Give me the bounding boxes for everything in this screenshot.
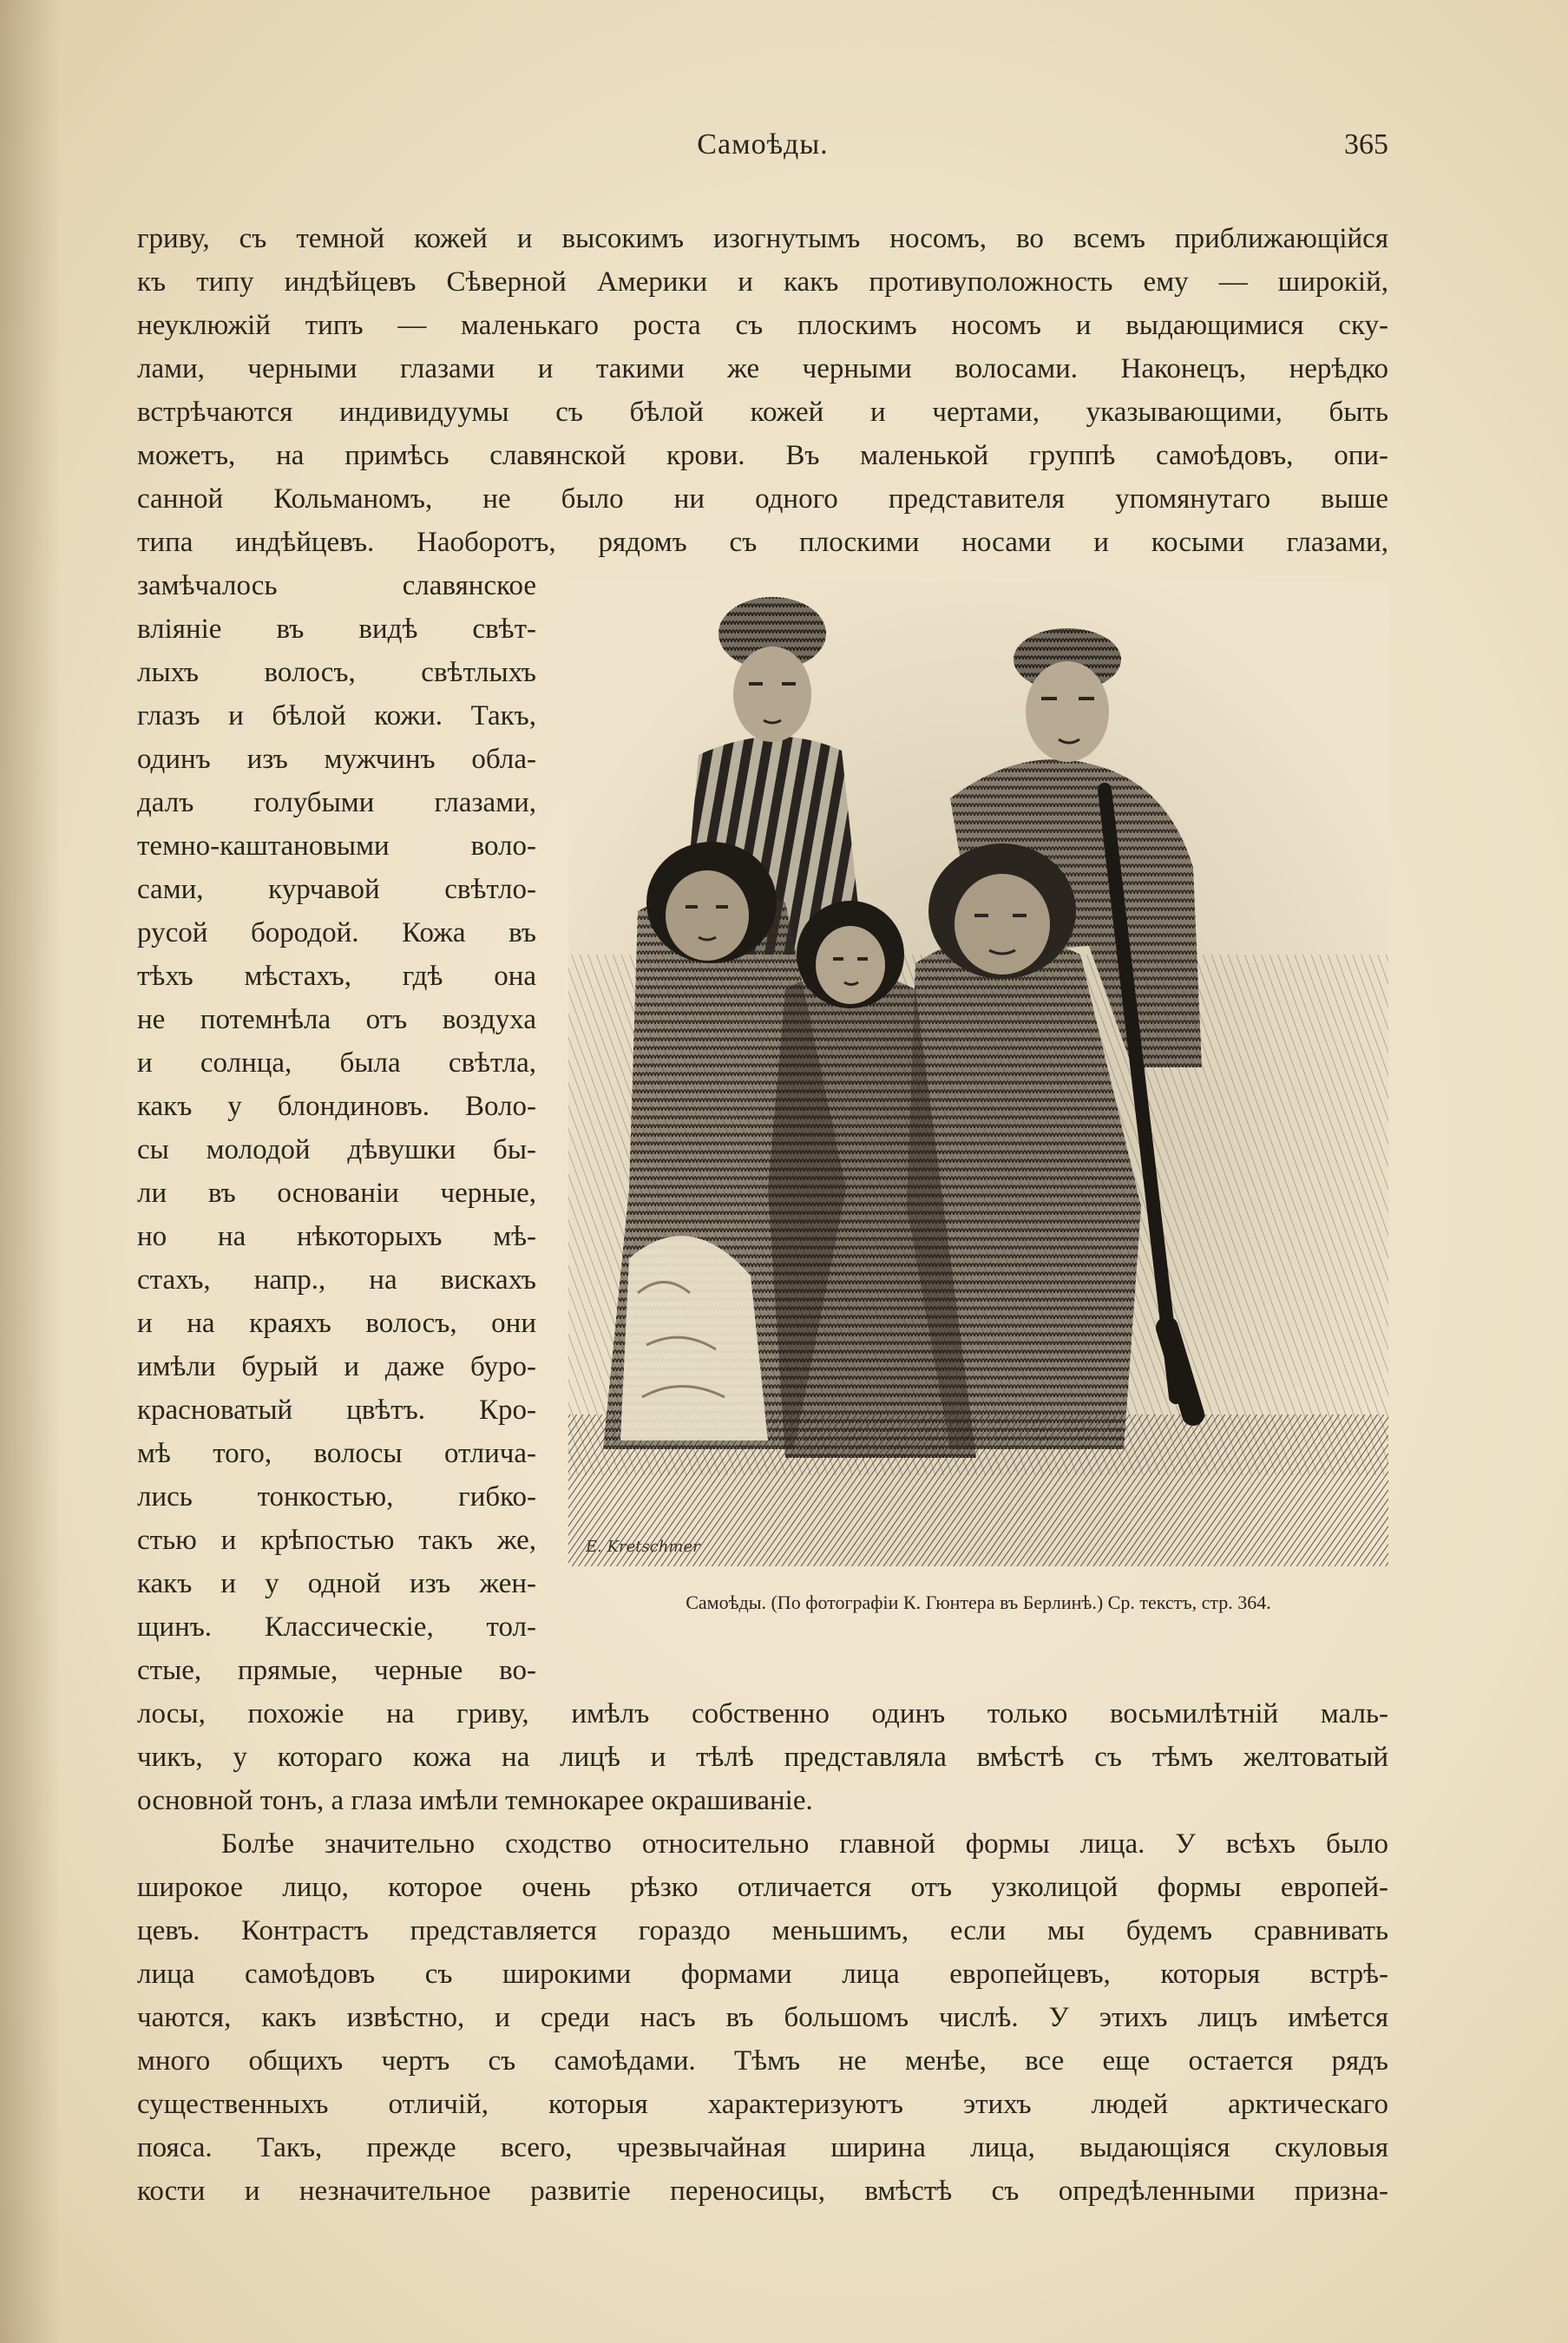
text-line: основной тонъ, а глаза имѣли темнокарее окрашиваніе. bbox=[137, 1785, 813, 1816]
text-line: вліяніе въ видѣ свѣт- bbox=[137, 614, 536, 645]
text-line: лыхъ волосъ, свѣтлыхъ bbox=[137, 657, 536, 688]
text-line: кости и незначительное развитіе переносицы, вмѣстѣ съ опредѣленными призна- bbox=[137, 2176, 1388, 2207]
text-line: неуклюжій типъ — маленькаго роста съ плоскимъ носомъ и выдающимися ску- bbox=[137, 310, 1388, 341]
running-head bbox=[137, 128, 1388, 170]
text-line: замѣчалось славянское bbox=[137, 570, 536, 601]
text-line: гриву, съ темной кожей и высокимъ изогнутымъ носомъ, во всемъ приближающійся bbox=[137, 223, 1388, 254]
text-line: тѣхъ мѣстахъ, гдѣ она bbox=[137, 961, 536, 992]
text-line: стые, прямые, черные во- bbox=[137, 1655, 536, 1686]
text-line: можетъ, на примѣсь славянской крови. Въ маленькой группѣ самоѣдовъ, опи- bbox=[137, 440, 1388, 471]
text-line: лица самоѣдовъ съ широкими формами лица европейцевъ, которыя встрѣ- bbox=[137, 1959, 1388, 1990]
text-line: Болѣе значительно сходство относительно главной формы лица. У всѣхъ было bbox=[221, 1828, 1388, 1860]
text-line: глазъ и бѣлой кожи. Такъ, bbox=[137, 700, 536, 732]
text-line: и на краяхъ волосъ, они bbox=[137, 1308, 536, 1339]
text-line: къ типу индѣйцевъ Сѣверной Америки и какъ противуположность ему — широкій, bbox=[137, 266, 1388, 298]
text-line: ли въ основаніи черные, bbox=[137, 1178, 536, 1209]
engraver-signature-mark: E. Kretschmer bbox=[586, 1538, 700, 1556]
text-line: типа индѣйцевъ. Наоборотъ, рядомъ съ плоскими носами и косыми глазами, bbox=[137, 527, 1388, 558]
figure-caption: Самоѣды. (По фотографіи К. Гюнтера въ Берлинѣ.) Ср. текстъ, стр. 364. bbox=[686, 1592, 1271, 1613]
running-head-title: Самоѣды. bbox=[697, 128, 829, 161]
text-line: далъ голубыми глазами, bbox=[137, 787, 536, 818]
text-line: одинъ изъ мужчинъ обла- bbox=[137, 744, 536, 775]
text-line: лосы, похожіе на гриву, имѣлъ собственно одинъ только восьмилѣтній маль- bbox=[137, 1698, 1388, 1729]
text-line: широкое лицо, которое очень рѣзко отличается отъ узколицой формы европей- bbox=[137, 1872, 1388, 1903]
text-line: красноватый цвѣтъ. Кро- bbox=[137, 1395, 536, 1426]
engraving-illustration bbox=[568, 581, 1388, 1566]
text-line: существенныхъ отличій, которыя характеризуютъ этихъ людей арктическаго bbox=[137, 2089, 1388, 2120]
text-line: пояса. Такъ, прежде всего, чрезвычайная ширина лица, выдающіяся скуловыя bbox=[137, 2132, 1388, 2163]
text-line: чикъ, у котораго кожа на лицѣ и тѣлѣ представляла вмѣстѣ съ тѣмъ желтоватый bbox=[137, 1742, 1388, 1773]
text-line: и солнца, была свѣтла, bbox=[137, 1047, 536, 1079]
text-line: стахъ, напр., на вискахъ bbox=[137, 1264, 536, 1296]
spine-shadow bbox=[0, 0, 61, 2343]
text-line: встрѣчаются индивидуумы съ бѣлой кожей и чертами, указывающими, быть bbox=[137, 397, 1388, 428]
text-line: стью и крѣпостью такъ же, bbox=[137, 1525, 536, 1556]
text-line: чаются, какъ извѣстно, и среди насъ въ большомъ числѣ. У этихъ лицъ имѣется bbox=[137, 2002, 1388, 2033]
text-line: русой бородой. Кожа въ bbox=[137, 917, 536, 948]
text-line: санной Кольманомъ, не было ни одного представителя упомянутаго выше bbox=[137, 483, 1388, 515]
text-line: имѣли бурый и даже буро- bbox=[137, 1351, 536, 1382]
text-line: не потемнѣла отъ воздуха bbox=[137, 1004, 536, 1035]
text-line: сами, курчавой свѣтло- bbox=[137, 874, 536, 905]
text-line: но на нѣкоторыхъ мѣ- bbox=[137, 1221, 536, 1252]
text-line: сы молодой дѣвушки бы- bbox=[137, 1134, 536, 1165]
text-line: лами, черными глазами и такими же черными волосами. Наконецъ, нерѣдко bbox=[137, 353, 1388, 384]
text-line: цевъ. Контрастъ представляется гораздо меньшимъ, если мы будемъ сравнивать bbox=[137, 1915, 1388, 1946]
text-line: лись тонкостью, гибко- bbox=[137, 1481, 536, 1513]
text-line: какъ и у одной изъ жен- bbox=[137, 1568, 536, 1599]
text-line: много общихъ чертъ съ самоѣдами. Тѣмъ не менѣе, все еще остается рядъ bbox=[137, 2045, 1388, 2077]
text-line: какъ у блондиновъ. Воло- bbox=[137, 1091, 536, 1122]
text-line: щинъ. Классическіе, тол- bbox=[137, 1611, 536, 1643]
text-line: темно-каштановыми воло- bbox=[137, 830, 536, 862]
text-line: мѣ того, волосы отлича- bbox=[137, 1438, 536, 1469]
page-number: 365 bbox=[1344, 128, 1388, 161]
